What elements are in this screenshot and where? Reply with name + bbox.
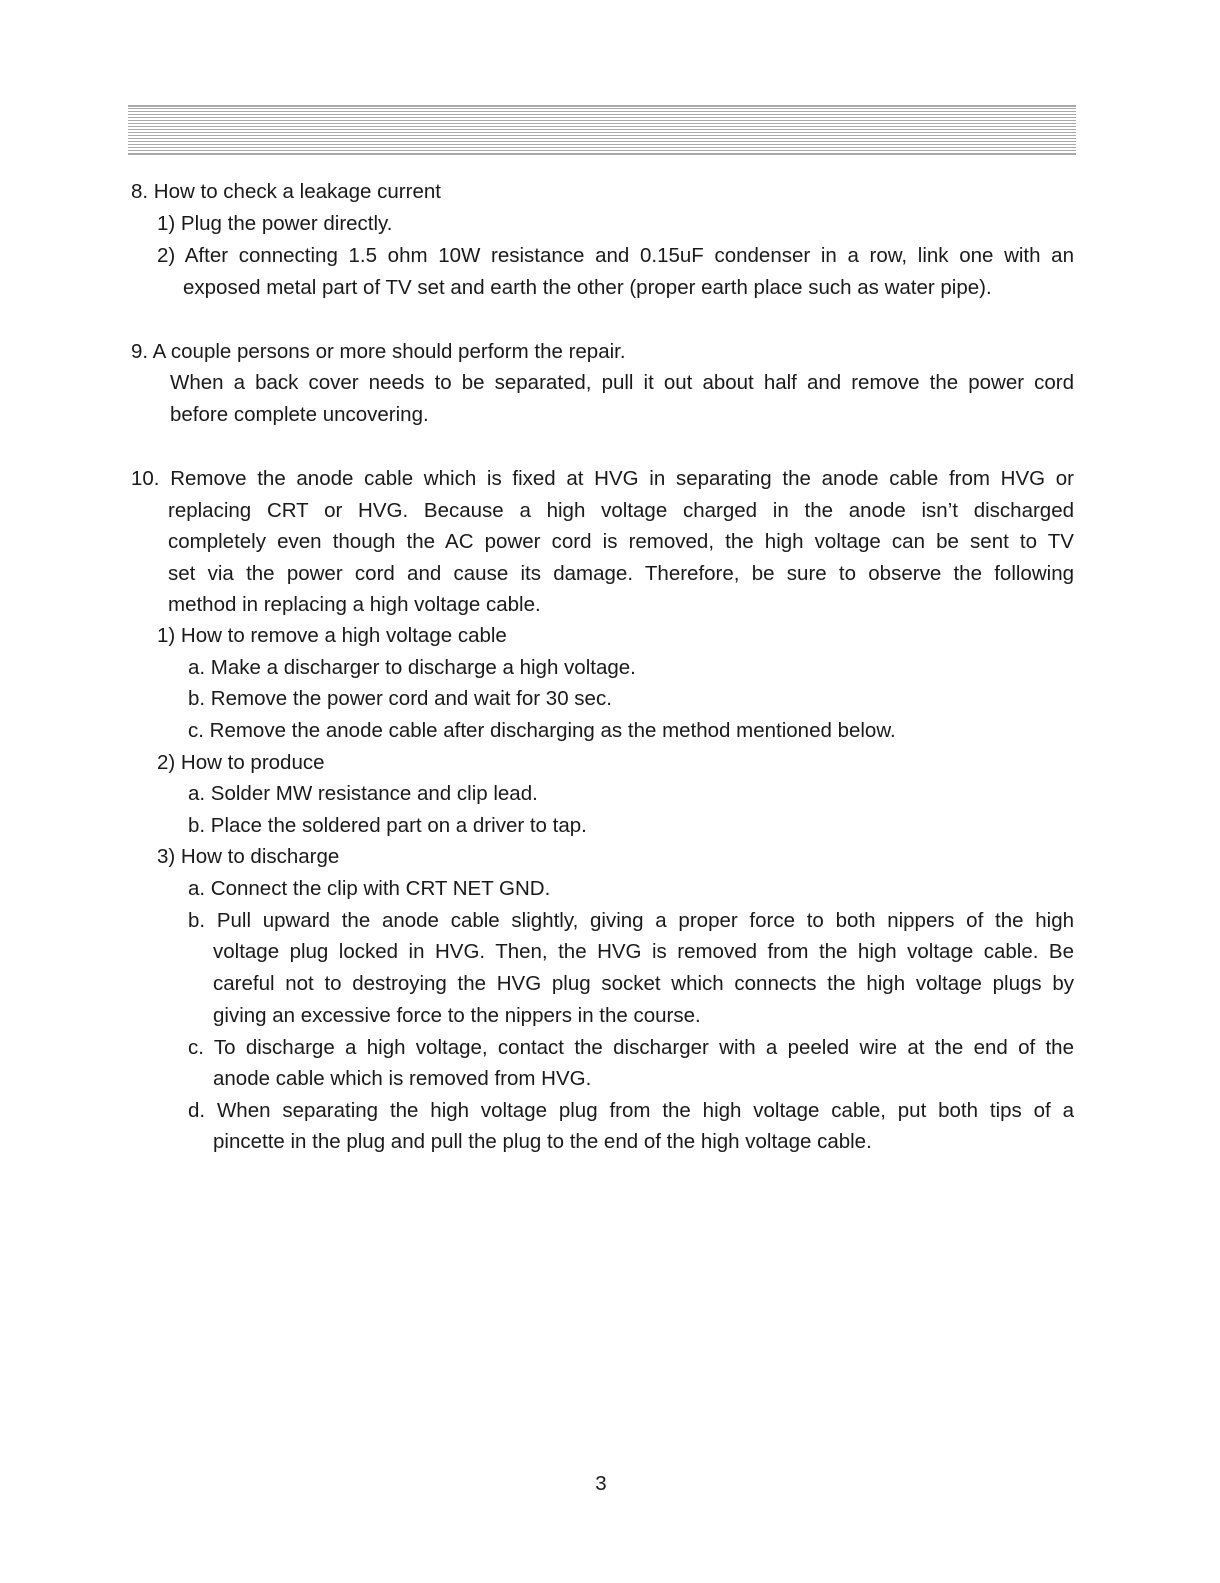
section-9-para-line-2: before complete uncovering. [170,403,429,426]
header-rule-line [128,150,1076,151]
subsection-1-heading: 1) How to remove a high voltage cable [157,624,507,647]
subsection-3-item-b-line-4: giving an excessive force to the nippers in the course. [213,1004,701,1027]
subsection-3-item-c-line-1: c. To discharge a high voltage, contact the discharger with a peeled wire at the end of the [188,1036,1074,1059]
header-rule-line [128,138,1076,139]
header-rule-line [128,123,1076,124]
section-8-heading: 8. How to check a leakage current [131,180,441,203]
section-10-line-2: replacing CRT or HVG. Because a high voltage charged in the anode isn’t discharged [168,499,1074,522]
subsection-3-item-b-line-2: voltage plug locked in HVG. Then, the HVG is removed from the high voltage cable. Be [213,940,1074,963]
header-rule-line [128,129,1076,130]
subsection-2-heading: 2) How to produce [157,751,325,774]
subsection-3-item-c-line-2: anode cable which is removed from HVG. [213,1067,592,1090]
section-9-para-line-1: When a back cover needs to be separated, pull it out about half and remove the power cord [170,371,1074,394]
subsection-1-item-a: a. Make a discharger to discharge a high voltage. [188,656,636,679]
section-10-line-4: set via the power cord and cause its damage. Therefore, be sure to observe the following [168,562,1074,585]
header-rule-line [128,135,1076,136]
header-rule-line [128,153,1076,155]
header-rule-line [128,117,1076,118]
subsection-1-item-b: b. Remove the power cord and wait for 30 sec. [188,687,612,710]
header-rule-line [128,105,1076,107]
subsection-3-item-d-line-1: d. When separating the high voltage plug from the high voltage cable, put both tips of a [188,1099,1074,1122]
header-rule-line [128,132,1076,133]
subsection-3-heading: 3) How to discharge [157,845,340,868]
section-8-item-2-line-1: 2) After connecting 1.5 ohm 10W resistance and 0.15uF condenser in a row, link one with an [157,244,1074,267]
section-10-line-1: 10. Remove the anode cable which is fixed at HVG in separating the anode cable from HVG or [131,467,1074,490]
subsection-2-item-b: b. Place the soldered part on a driver to tap. [188,814,587,837]
section-9-heading: 9. A couple persons or more should perform the repair. [131,340,626,363]
header-rule-line [128,120,1076,121]
subsection-3-item-a: a. Connect the clip with CRT NET GND. [188,877,551,900]
subsection-2-item-a: a. Solder MW resistance and clip lead. [188,782,538,805]
header-rule-line [128,108,1076,109]
header-rule-line [128,114,1076,115]
header-rule-line [128,147,1076,148]
subsection-3-item-b-line-3: careful not to destroying the HVG plug socket which connects the high voltage plugs by [213,972,1074,995]
header-rule-line [128,144,1076,145]
section-8-item-1: 1) Plug the power directly. [157,212,393,235]
header-rule-line [128,141,1076,142]
header-rule-band [128,105,1076,157]
section-10-line-5: method in replacing a high voltage cable. [168,593,541,616]
section-8-item-2-line-2: exposed metal part of TV set and earth the other (proper earth place such as water pipe). [183,276,992,299]
header-rule-line [128,126,1076,127]
header-rule-line [128,111,1076,112]
page-number: 3 [595,1472,607,1495]
subsection-1-item-c: c. Remove the anode cable after discharging as the method mentioned below. [188,719,896,742]
subsection-3-item-d-line-2: pincette in the plug and pull the plug to the end of the high voltage cable. [213,1130,872,1153]
section-10-line-3: completely even though the AC power cord is removed, the high voltage can be sent to TV [168,530,1074,553]
subsection-3-item-b-line-1: b. Pull upward the anode cable slightly, giving a proper force to both nippers of the high [188,909,1074,932]
